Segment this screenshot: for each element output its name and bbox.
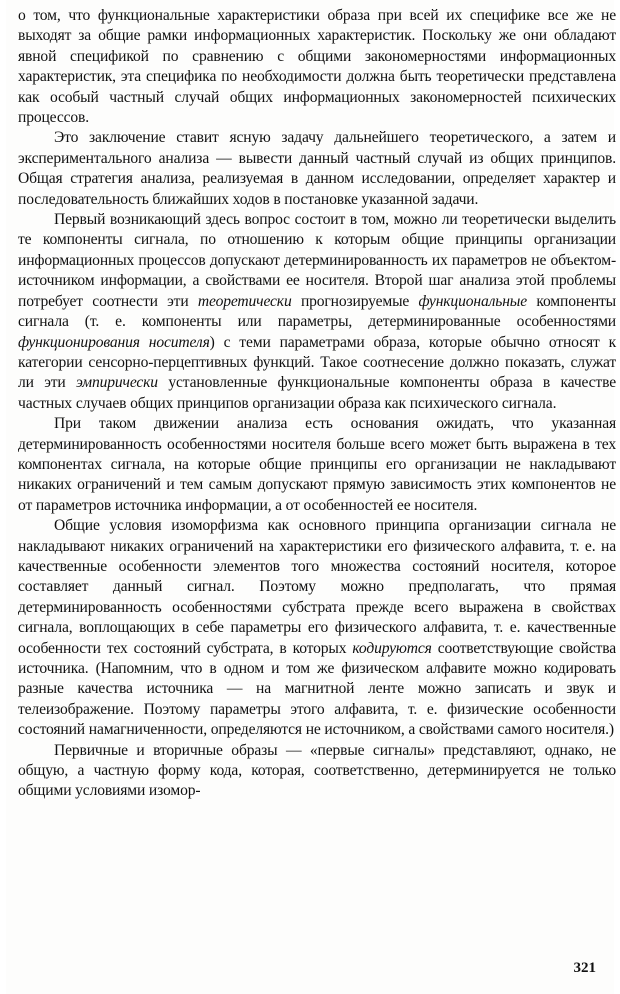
italic-text-segment: функциональные [418,292,527,310]
text-segment: соответствующие свойства источника. (Напомним, что в одном и том же физическом алфавите можно кодировать разные качества источника — на магнитной ленте можно записать и звук и телеизображение. Поэтому параметры этого алфавита, т. е. физические особенности состояний намагниченности, определяются не источником, а свойствами самого носителя.) [18,639,616,739]
body-text [18,6,616,802]
paragraph [18,414,616,516]
italic-text-segment: теоретически [197,292,292,310]
paragraph [18,741,616,802]
text-segment: компоненты сигнала (т. е. компоненты или параметры, детерминированные особенностями [18,292,617,331]
italic-text-segment: функционирования носителя [18,333,210,351]
text-segment: о том, что функциональные характеристики образа при всей их специфике все же не выходят за общие рамки информационных характеристик. Поскольку же они обладают явной спецификой по сравнению с общими закономерностями информационных характеристик, эта специфика по необходимости должна быть теоретически представлена как особый частный случай общих информационных закономерностей психических процессов. [18,7,616,127]
italic-text-segment: эмпирически [76,374,158,392]
italic-text-segment: кодируются [352,639,432,657]
paragraph [18,516,616,740]
text-segment: Это заключение ставит ясную задачу дальнейшего теоретического, а затем и экспериментального анализа — вывести данный частный случай из общих принципов. Общая стратегия анализа, реализуемая в данном исследовании, определяет характер и последовательность ближайших ходов в постановке указанной задачи. [18,129,616,208]
paragraph [18,6,616,128]
text-segment: Первичные и вторичные образы — «первые сигналы» представляют, однако, не общую, а частную форму кода, которая, соответственно, детерминируется не только общими условиями изомор- [18,741,616,800]
text-segment: При таком движении анализа есть основания ожидать, что указанная детерминированность особенностями носителя больше всего может быть выражена в тех компонентах сигнала, на которые общие принципы его организации не накладывают никаких ограничений и тем самым допускают прямую зависимость этих компонентов не от параметров источника информации, а от особенностей ее носителя. [18,415,616,514]
book-page [6,0,617,994]
text-segment: установленные функциональные компоненты образа в качестве частных случаев общих принципов организации образа как психического сигнала. [18,374,616,412]
text-segment: прогнозируемые [291,292,419,310]
page-number: 321 [573,960,596,976]
text-segment: Общие условия изоморфизма как основного принципа организации сигнала не накладывают никаких ограничений на характеристики его физического алфавита, т. е. на качественные особенности элементов того множества состояний носителя, которое составляет данный сигнал. Поэтому можно предполагать, что прямая детерминированность особенностями субстрата прежде всего выражена в свойствах сигнала, воплощающих в себе параметры его физического алфавита, т. е. качественные особенности тех состояний субстрата, в которых [18,517,616,657]
text-segment: ) с теми параметрами образа, которые обычно относят к категории сенсорно-перцептивных функций. Такое соотнесение должно показать, служат ли эти [18,333,616,392]
paragraph [18,210,616,414]
paragraph [18,128,616,210]
text-segment: Первый возникающий здесь вопрос состоит в том, можно ли теоретически выделить те компоненты сигнала, по отношению к которым общие принципы организации информационных процессов допускают детерминированность их параметров не объектом-источником информации, а свойствами ее носителя. Второй шаг анализа этой проблемы потребует соотнести эти [18,211,616,310]
